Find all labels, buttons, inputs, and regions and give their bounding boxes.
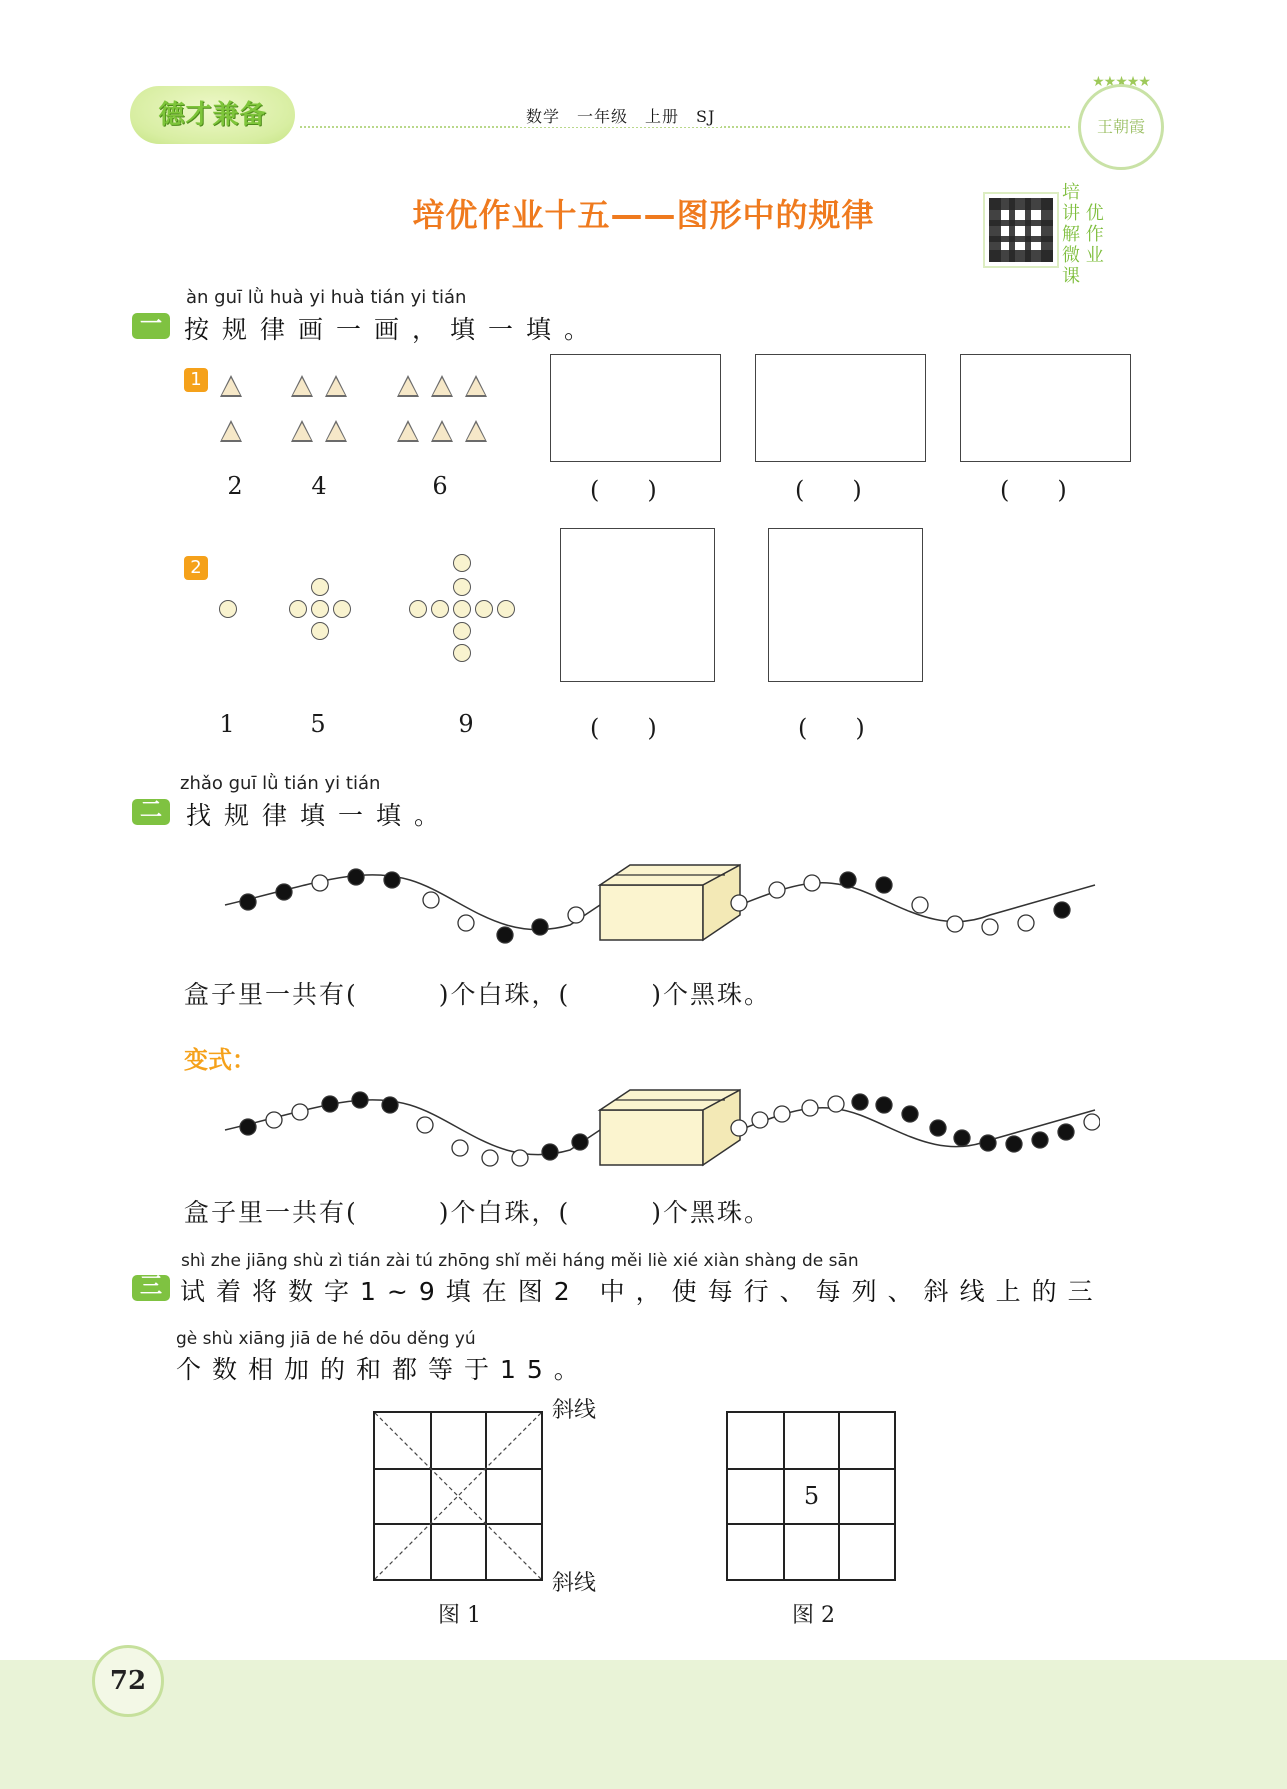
answer-blank[interactable]: ( ) bbox=[798, 714, 865, 742]
triangle-shape bbox=[291, 375, 313, 397]
item2-count: 9 bbox=[458, 710, 474, 738]
circle-shape bbox=[311, 578, 329, 596]
triangle-shape bbox=[431, 375, 453, 397]
diagonal-label-top: 斜线 bbox=[552, 1398, 597, 1423]
section3-badge: 三 bbox=[132, 1275, 170, 1301]
white-bead bbox=[417, 1117, 433, 1133]
black-bead bbox=[384, 872, 400, 888]
variant-label: 变式： bbox=[184, 1046, 256, 1074]
footer-band bbox=[0, 1660, 1287, 1789]
black-bead bbox=[382, 1097, 398, 1113]
circle-shape bbox=[453, 622, 471, 640]
grid-figure-2 bbox=[726, 1411, 896, 1581]
black-bead bbox=[532, 919, 548, 935]
white-bead bbox=[947, 916, 963, 932]
white-bead bbox=[292, 1104, 308, 1120]
triangle-shape bbox=[431, 420, 453, 442]
black-bead bbox=[352, 1092, 368, 1108]
triangle-shape bbox=[220, 420, 242, 442]
white-bead bbox=[731, 1120, 747, 1136]
answer-blank[interactable]: ( ) bbox=[590, 714, 657, 742]
circle-shape bbox=[453, 554, 471, 572]
hidden-box bbox=[600, 1090, 740, 1165]
triangle-shape bbox=[397, 420, 419, 442]
book-info: 数学 一年级 上册 SJ bbox=[520, 104, 721, 127]
item2-count: 1 bbox=[219, 710, 235, 738]
circle-shape bbox=[475, 600, 493, 618]
section3-pinyin-line2: gè shù xiāng jiā de hé dōu děng yú bbox=[176, 1329, 476, 1349]
white-bead bbox=[512, 1150, 528, 1166]
section1-pinyin: àn guī lǜ huà yi huà tián yi tián bbox=[186, 287, 467, 308]
draw-box[interactable] bbox=[768, 528, 923, 682]
white-bead bbox=[1084, 1114, 1100, 1130]
bead-string-1 bbox=[220, 845, 1100, 955]
answer-blank[interactable]: ( ) bbox=[590, 476, 657, 504]
diagonal-label-bottom: 斜线 bbox=[552, 1571, 597, 1596]
item1-count: 4 bbox=[311, 472, 327, 500]
black-bead bbox=[276, 884, 292, 900]
black-bead bbox=[902, 1106, 918, 1122]
white-bead bbox=[568, 907, 584, 923]
white-bead bbox=[774, 1106, 790, 1122]
section3-question-line2: 个数相加的和都等于15。 bbox=[176, 1355, 590, 1384]
figure-2-caption: 图 2 bbox=[792, 1603, 835, 1628]
circle-shape bbox=[289, 600, 307, 618]
circle-shape bbox=[453, 644, 471, 662]
black-bead bbox=[876, 1097, 892, 1113]
triangle-shape bbox=[465, 420, 487, 442]
white-bead bbox=[804, 875, 820, 891]
white-bead bbox=[266, 1112, 282, 1128]
section2-badge: 二 bbox=[132, 799, 170, 825]
circle-shape bbox=[497, 600, 515, 618]
circle-shape bbox=[409, 600, 427, 618]
white-bead bbox=[423, 892, 439, 908]
white-bead bbox=[1018, 915, 1034, 931]
white-bead bbox=[482, 1150, 498, 1166]
draw-box[interactable] bbox=[550, 354, 721, 462]
white-bead bbox=[752, 1112, 768, 1128]
black-bead bbox=[497, 927, 513, 943]
triangle-shape bbox=[397, 375, 419, 397]
circle-shape bbox=[453, 600, 471, 618]
white-bead bbox=[982, 919, 998, 935]
qr-side-line: 培 bbox=[1062, 182, 1080, 203]
black-bead bbox=[240, 1119, 256, 1135]
page-title: 培优作业十五——图形中的规律 bbox=[412, 196, 875, 234]
section3-pinyin-line1: shì zhe jiāng shù zì tián zài tú zhōng shǐ měi háng měi liè xié xiàn shàng de sān bbox=[181, 1251, 859, 1271]
black-bead bbox=[322, 1096, 338, 1112]
hidden-box bbox=[600, 865, 740, 940]
white-bead bbox=[912, 897, 928, 913]
qr-code[interactable] bbox=[985, 194, 1057, 266]
section3-question-line1: 试着将数字1~9填在图2 中，使每行、每列、斜线上的三 bbox=[180, 1277, 1104, 1306]
bead-string-2 bbox=[220, 1070, 1100, 1180]
qr-side-label bbox=[1062, 182, 1108, 287]
white-bead bbox=[828, 1096, 844, 1112]
white-bead bbox=[458, 915, 474, 931]
section1-badge: 一 bbox=[132, 313, 170, 339]
qr-side-line: 微 业 bbox=[1062, 245, 1104, 266]
center-cell-value: 5 bbox=[803, 1482, 820, 1510]
triangle-shape bbox=[220, 375, 242, 397]
white-bead bbox=[731, 895, 747, 911]
item2-count: 5 bbox=[310, 710, 326, 738]
figure-1-caption: 图 1 bbox=[438, 1603, 481, 1628]
series-logo: 德才兼备 bbox=[130, 86, 295, 144]
black-bead bbox=[1032, 1132, 1048, 1148]
variant-answer: 盒子里一共有( )个白珠，( )个黑珠。 bbox=[184, 1198, 772, 1227]
white-bead bbox=[802, 1100, 818, 1116]
seal-stars: ★★★★★ bbox=[1092, 74, 1150, 90]
author-seal: 王朝霞 bbox=[1078, 84, 1164, 170]
white-bead bbox=[769, 882, 785, 898]
white-bead bbox=[312, 875, 328, 891]
circle-shape bbox=[431, 600, 449, 618]
circle-shape bbox=[453, 578, 471, 596]
black-bead bbox=[1058, 1124, 1074, 1140]
qr-side-line: 讲 优 bbox=[1062, 203, 1104, 224]
item1-count: 6 bbox=[432, 472, 448, 500]
black-bead bbox=[954, 1130, 970, 1146]
section2-question: 找规律填一填。 bbox=[186, 801, 453, 830]
black-bead bbox=[240, 894, 256, 910]
section2-answer: 盒子里一共有( )个白珠，( )个黑珠。 bbox=[184, 980, 772, 1009]
item1-badge: 1 bbox=[184, 368, 208, 392]
diagonal-lines bbox=[375, 1413, 541, 1579]
black-bead bbox=[1054, 902, 1070, 918]
qr-side-line: 解 作 bbox=[1062, 224, 1104, 245]
circle-shape bbox=[219, 600, 237, 618]
black-bead bbox=[572, 1134, 588, 1150]
black-bead bbox=[840, 872, 856, 888]
draw-box[interactable] bbox=[960, 354, 1131, 462]
circle-shape bbox=[311, 600, 329, 618]
black-bead bbox=[980, 1135, 996, 1151]
triangle-shape bbox=[325, 420, 347, 442]
answer-blank[interactable]: ( ) bbox=[1000, 476, 1067, 504]
draw-box[interactable] bbox=[755, 354, 926, 462]
answer-blank[interactable]: ( ) bbox=[795, 476, 862, 504]
item1-count: 2 bbox=[227, 472, 243, 500]
page-number: 72 bbox=[92, 1645, 164, 1717]
black-bead bbox=[852, 1094, 868, 1110]
triangle-shape bbox=[325, 375, 347, 397]
circle-shape bbox=[333, 600, 351, 618]
section1-question: 按规律画一画，填一填。 bbox=[184, 315, 603, 344]
black-bead bbox=[348, 869, 364, 885]
black-bead bbox=[876, 877, 892, 893]
qr-side-line: 课 bbox=[1062, 266, 1080, 287]
grid-figure-1 bbox=[373, 1411, 543, 1581]
black-bead bbox=[1006, 1136, 1022, 1152]
triangle-shape bbox=[291, 420, 313, 442]
black-bead bbox=[542, 1144, 558, 1160]
black-bead bbox=[930, 1120, 946, 1136]
white-bead bbox=[452, 1140, 468, 1156]
triangle-shape bbox=[465, 375, 487, 397]
section2-pinyin: zhǎo guī lǜ tián yi tián bbox=[180, 773, 381, 794]
draw-box[interactable] bbox=[560, 528, 715, 682]
circle-shape bbox=[311, 622, 329, 640]
item2-badge: 2 bbox=[184, 556, 208, 580]
